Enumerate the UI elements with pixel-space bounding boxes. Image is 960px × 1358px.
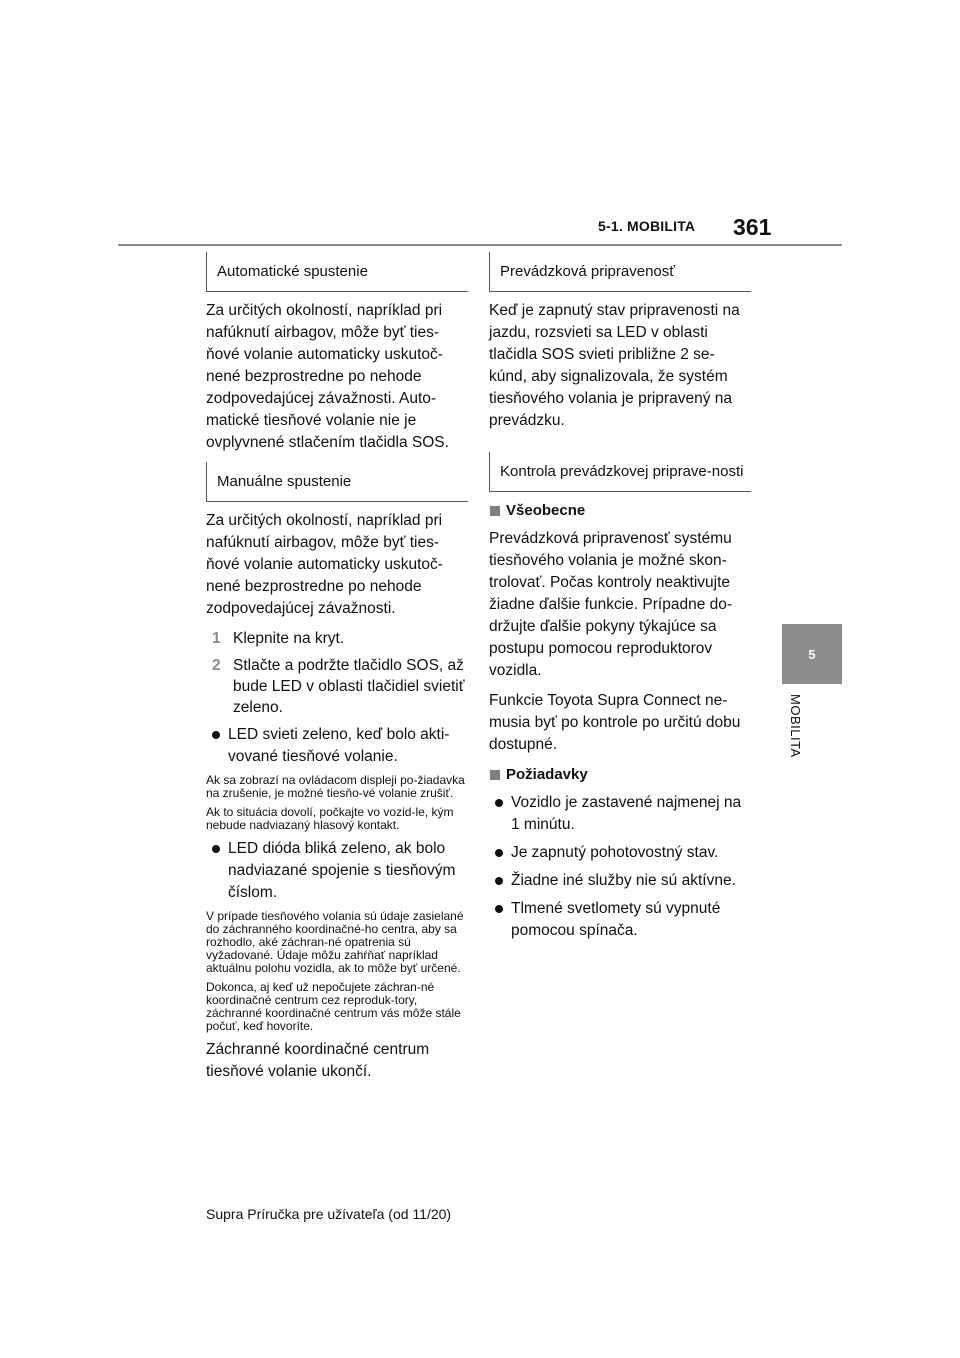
subheading-general [489, 500, 751, 522]
bullet-text: LED svieti zeleno, keď bolo akti-vované tiesňové volanie. [228, 726, 450, 765]
step-number: 2 [212, 657, 221, 674]
step-item [206, 628, 468, 649]
auto-start-heading-box [206, 252, 468, 292]
subheading-text: Požiadavky [506, 766, 588, 783]
left-column [206, 252, 468, 1091]
bullet-text: Tlmené svetlomety sú vypnuté pomocou spínača. [511, 900, 721, 939]
square-bullet-icon [490, 770, 500, 780]
chapter-number: 5 [808, 646, 816, 662]
step-number: 1 [212, 630, 221, 647]
subheading-requirements [489, 764, 751, 786]
auto-start-text: Za určitých okolností, napríklad pri nafúknutí airbagov, môže byť ties-ňové volanie automaticky uskutoč-nené bezprostredne po nehode zodpovedajúcej závažnosti. Auto-matické tiesňové volanie nie je ovplyvnené stlačením tlačidla SOS. [206, 302, 449, 451]
manual-start-text: Za určitých okolností, napríklad pri nafúknutí airbagov, môže byť ties-ňové volanie automaticky uskutoč-nené bezprostredne po nehode zodpovedajúcej závažnosti. [206, 512, 443, 617]
bullet-item [206, 838, 468, 904]
right-column [489, 252, 751, 948]
check-heading: Kontrola prevádzkovej priprave-nosti [500, 463, 744, 480]
bullet-dot-icon [495, 849, 503, 857]
bullet-text: Vozidlo je zastavené najmenej na 1 minútu. [511, 794, 742, 833]
page-number: 361 [733, 214, 772, 240]
square-bullet-icon [490, 506, 500, 516]
header-divider [118, 244, 842, 246]
bullet-dot-icon [495, 799, 503, 807]
bullet-text: Je zapnutý pohotovostný stav. [511, 844, 719, 861]
readiness-heading: Prevádzková pripravenosť [500, 263, 675, 280]
readiness-heading-box [489, 252, 751, 292]
final-text: Záchranné koordinačné centrum tiesňové volanie ukončí. [206, 1041, 430, 1080]
footer-text: Supra Príručka pre užívateľa (od 11/20) [206, 1206, 452, 1222]
note-text: Ak sa zobrazí na ovládacom displeji po-žiadavka na zrušenie, je možné tiesňo-vé volanie zrušiť. [206, 773, 465, 800]
general-text: Prevádzková pripravenosť systému tiesňového volania je možné skon-trolovať. Počas kontroly neaktivujte žiadne ďalšie funkcie. Prípadne do-držujte ďalšie pokyny týkajúce sa postupu pomocou reproduktorov vozidla. [489, 530, 733, 679]
check-heading-box [489, 452, 751, 492]
step-text: Klepnite na kryt. [233, 630, 345, 647]
chapter-label: MOBILITA [788, 694, 803, 758]
note-text: V prípade tiesňového volania sú údaje zasielané do záchranného koordinačné-ho centra, aby sa rozhodlo, aké záchran-né opatrenia sú vyžadované. Údaje môžu zahŕňať napríklad aktuálnu polohu vozidla, ak to môže byť určené. [206, 909, 464, 975]
requirement-item [489, 842, 751, 864]
step-item [206, 655, 468, 718]
bullet-dot-icon [495, 877, 503, 885]
subheading-text: Všeobecne [506, 502, 586, 519]
bullet-text: Žiadne iné služby nie sú aktívne. [511, 872, 736, 889]
bullet-dot-icon [212, 845, 220, 853]
general-text: Funkcie Toyota Supra Connect ne-musia byť po kontrole po určitú dobu dostupné. [489, 692, 741, 753]
step-text: Stlačte a podržte tlačidlo SOS, až bude LED v oblasti tlačidiel svietiť zeleno. [233, 657, 465, 716]
section-title: 5-1. MOBILITA [598, 218, 696, 234]
bullet-dot-icon [495, 905, 503, 913]
chapter-tab [782, 624, 842, 684]
manual-start-heading: Manuálne spustenie [217, 473, 352, 490]
bullet-dot-icon [212, 731, 220, 739]
bullet-text: LED dióda bliká zeleno, ak bolo nadviazané spojenie s tiesňovým číslom. [228, 840, 456, 901]
note-text: Ak to situácia dovolí, počkajte vo vozid-le, kým nebude nadviazaný hlasový kontakt. [206, 805, 454, 832]
note-text: Dokonca, aj keď už nepočujete záchran-né koordinačné centrum cez reproduk-tory, záchranné koordinačné centrum vás môže stále počuť, keď hovoríte. [206, 980, 461, 1033]
auto-start-heading: Automatické spustenie [217, 263, 368, 280]
manual-start-heading-box [206, 462, 468, 502]
requirement-item [489, 870, 751, 892]
requirement-item [489, 792, 751, 836]
requirement-item [489, 898, 751, 942]
bullet-item [206, 724, 468, 768]
readiness-text: Keď je zapnutý stav pripravenosti na jazdu, rozsvieti sa LED v oblasti tlačidla SOS svieti približne 2 se-kúnd, aby signalizovala, že systém tiesňového volania je pripravený na prevádzku. [489, 302, 740, 429]
